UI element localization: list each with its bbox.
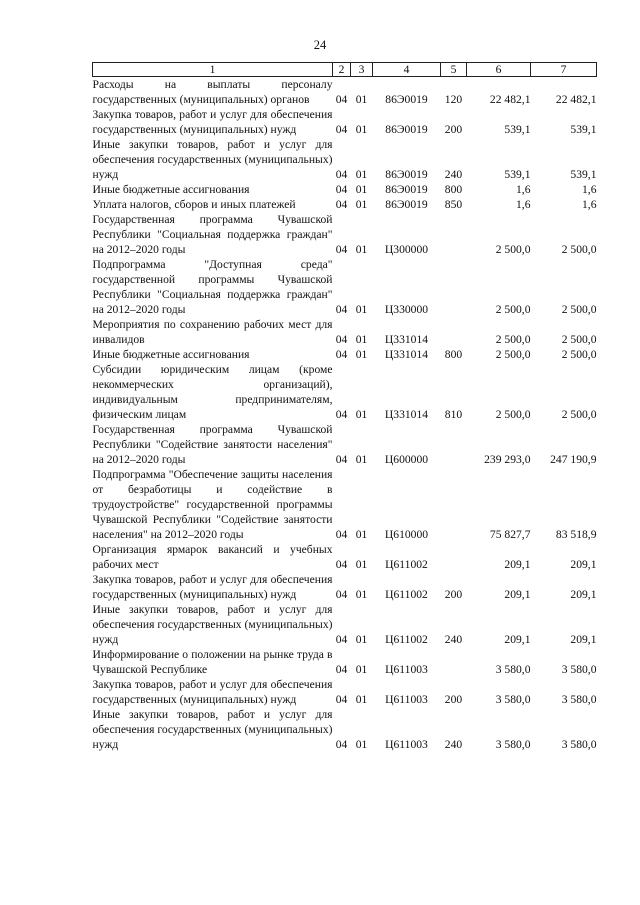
row-name: Организация ярмарок вакансий и учебных рабочих мест [92,543,333,571]
cell-target-code: Ц600000 [384,453,429,466]
table-row [93,602,597,647]
cell-expense-type: 200 [444,588,463,601]
table-row [93,212,597,257]
table-row [93,422,597,467]
cell-section: 04 [335,633,348,646]
cell-subsection: 01 [355,198,368,211]
cell-target-code: Ц611002 [385,633,428,646]
cell-amount-year1: 1,6 [516,198,531,211]
cell-amount-year2: 3 580,0 [561,693,597,706]
cell-section: 04 [335,168,348,181]
cell-target-code: Ц331014 [384,348,429,361]
cell-subsection: 01 [355,243,368,256]
cell-amount-year1: 2 500,0 [495,303,531,316]
cell-amount-year2: 247 190,9 [550,453,597,466]
cell-target-code: Ц331014 [384,333,429,346]
row-name: Закупка товаров, работ и услуг для обеспечения государственных (муниципальных) нужд [92,573,333,601]
row-name: Подпрограмма "Доступная среда" государственной программы Чувашской Республики "Социальная поддержка граждан" на 2012–2020 годы [92,258,333,316]
cell-expense-type [441,422,467,467]
header-cell: 5 [441,63,467,77]
cell-amount-year1: 539,1 [504,123,531,136]
cell-section: 04 [335,348,348,361]
cell-target-code: 86Э0019 [385,198,428,211]
cell-expense-type: 240 [444,168,463,181]
cell-target-code: Ц611003 [385,738,428,751]
table-row [93,677,597,707]
table-row [93,542,597,572]
cell-target-code: Ц300000 [384,243,429,256]
cell-amount-year1: 239 293,0 [484,453,531,466]
cell-expense-type [441,257,467,317]
cell-expense-type: 850 [444,198,463,211]
cell-amount-year1: 539,1 [504,168,531,181]
cell-amount-year1: 209,1 [504,558,531,571]
cell-expense-type: 120 [444,93,463,106]
cell-amount-year2: 1,6 [582,183,597,196]
cell-target-code: Ц611002 [385,558,428,571]
cell-subsection: 01 [355,663,368,676]
cell-target-code: 86Э0019 [385,123,428,136]
cell-target-code: Ц611003 [385,663,428,676]
cell-amount-year1: 209,1 [504,633,531,646]
table-row [93,467,597,542]
cell-amount-year2: 2 500,0 [561,243,597,256]
cell-amount-year1: 3 580,0 [495,663,531,676]
cell-section: 04 [335,198,348,211]
row-name: Подпрограмма "Обеспечение защиты населения от безработицы и содействие в трудоустройстве" государственной программы Чувашской Республики "Содействие занятости населения" на 2012–2020 годы [92,468,333,541]
cell-subsection: 01 [355,693,368,706]
table-row [93,347,597,362]
cell-subsection: 01 [355,558,368,571]
row-name: Иные бюджетные ассигнования [92,183,250,196]
cell-amount-year1: 3 580,0 [495,693,531,706]
cell-expense-type [441,647,467,677]
cell-amount-year1: 3 580,0 [495,738,531,751]
cell-section: 04 [335,528,348,541]
table-row [93,362,597,422]
row-name: Закупка товаров, работ и услуг для обеспечения государственных (муниципальных) нужд [92,678,333,706]
header-cell: 7 [531,63,597,77]
cell-subsection: 01 [355,348,368,361]
cell-section: 04 [335,663,348,676]
cell-amount-year2: 209,1 [570,588,597,601]
row-name: Государственная программа Чувашской Республики "Социальная поддержка граждан" на 2012–2020 годы [92,213,333,256]
cell-subsection: 01 [355,183,368,196]
cell-target-code: Ц611003 [385,693,428,706]
cell-amount-year1: 2 500,0 [495,408,531,421]
cell-subsection: 01 [355,303,368,316]
cell-expense-type: 810 [444,408,463,421]
table-row [93,317,597,347]
cell-expense-type: 200 [444,693,463,706]
cell-section: 04 [335,333,348,346]
cell-amount-year2: 2 500,0 [561,303,597,316]
cell-section: 04 [335,243,348,256]
cell-target-code: 86Э0019 [385,183,428,196]
table-row [93,77,597,108]
cell-amount-year2: 22 482,1 [555,93,597,106]
cell-amount-year1: 2 500,0 [495,243,531,256]
cell-amount-year2: 209,1 [570,633,597,646]
cell-target-code: 86Э0019 [385,168,428,181]
table-row [93,707,597,752]
cell-amount-year2: 3 580,0 [561,663,597,676]
header-cell: 6 [467,63,531,77]
cell-target-code: 86Э0019 [385,93,428,106]
cell-amount-year2: 2 500,0 [561,408,597,421]
row-name: Расходы на выплаты персоналу государственных (муниципальных) органов [92,78,333,106]
table-row [93,197,597,212]
budget-table [92,62,597,752]
cell-amount-year1: 2 500,0 [495,333,531,346]
row-name: Иные закупки товаров, работ и услуг для обеспечения государственных (муниципальных) нужд [92,708,333,751]
table-row [93,257,597,317]
cell-amount-year2: 1,6 [582,198,597,211]
cell-subsection: 01 [355,528,368,541]
cell-section: 04 [335,183,348,196]
cell-section: 04 [335,408,348,421]
cell-amount-year1: 75 827,7 [489,528,531,541]
row-name: Закупка товаров, работ и услуг для обеспечения государственных (муниципальных) нужд [92,108,333,136]
row-name: Иные бюджетные ассигнования [92,348,250,361]
cell-amount-year1: 22 482,1 [489,93,531,106]
cell-amount-year2: 2 500,0 [561,333,597,346]
cell-expense-type [441,317,467,347]
cell-target-code: Ц610000 [384,528,429,541]
header-cell: 4 [373,63,441,77]
cell-section: 04 [335,123,348,136]
cell-section: 04 [335,558,348,571]
cell-amount-year2: 539,1 [570,168,597,181]
cell-amount-year2: 539,1 [570,123,597,136]
header-cell: 1 [93,63,333,77]
table-row [93,572,597,602]
cell-amount-year2: 3 580,0 [561,738,597,751]
cell-section: 04 [335,588,348,601]
cell-section: 04 [335,303,348,316]
cell-subsection: 01 [355,588,368,601]
cell-target-code: Ц330000 [384,303,429,316]
cell-target-code: Ц331014 [384,408,429,421]
table-row [93,182,597,197]
row-name: Иные закупки товаров, работ и услуг для обеспечения государственных (муниципальных) нужд [92,138,333,181]
table-row [93,647,597,677]
cell-section: 04 [335,93,348,106]
header-cell: 2 [333,63,351,77]
cell-expense-type [441,542,467,572]
cell-subsection: 01 [355,408,368,421]
cell-subsection: 01 [355,168,368,181]
header-cell: 3 [351,63,373,77]
cell-expense-type [441,212,467,257]
cell-section: 04 [335,693,348,706]
table-row [93,137,597,182]
cell-amount-year2: 2 500,0 [561,348,597,361]
cell-subsection: 01 [355,333,368,346]
row-name: Государственная программа Чувашской Республики "Содействие занятости населения" на 2012–2020 годы [92,423,333,466]
cell-subsection: 01 [355,633,368,646]
cell-expense-type: 800 [444,348,463,361]
cell-amount-year2: 83 518,9 [555,528,597,541]
cell-amount-year2: 209,1 [570,558,597,571]
table-header-row [93,63,597,77]
cell-subsection: 01 [355,453,368,466]
row-name: Уплата налогов, сборов и иных платежей [92,198,296,211]
cell-expense-type: 200 [444,123,463,136]
cell-expense-type [441,467,467,542]
cell-subsection: 01 [355,93,368,106]
row-name: Информирование о положении на рынке труда в Чувашской Республике [92,648,333,676]
cell-section: 04 [335,738,348,751]
cell-target-code: Ц611002 [385,588,428,601]
cell-amount-year1: 1,6 [516,183,531,196]
cell-amount-year1: 209,1 [504,588,531,601]
row-name: Мероприятия по сохранению рабочих мест для инвалидов [92,318,333,346]
cell-expense-type: 240 [444,633,463,646]
cell-amount-year1: 2 500,0 [495,348,531,361]
page-number: 24 [313,38,327,52]
cell-section: 04 [335,453,348,466]
table-row [93,107,597,137]
row-name: Субсидии юридическим лицам (кроме некоммерческих организаций), индивидуальным предпринимателям, физическим лицам [92,363,333,421]
cell-subsection: 01 [355,123,368,136]
cell-expense-type: 240 [444,738,463,751]
cell-subsection: 01 [355,738,368,751]
row-name: Иные закупки товаров, работ и услуг для обеспечения государственных (муниципальных) нужд [92,603,333,646]
cell-expense-type: 800 [444,183,463,196]
